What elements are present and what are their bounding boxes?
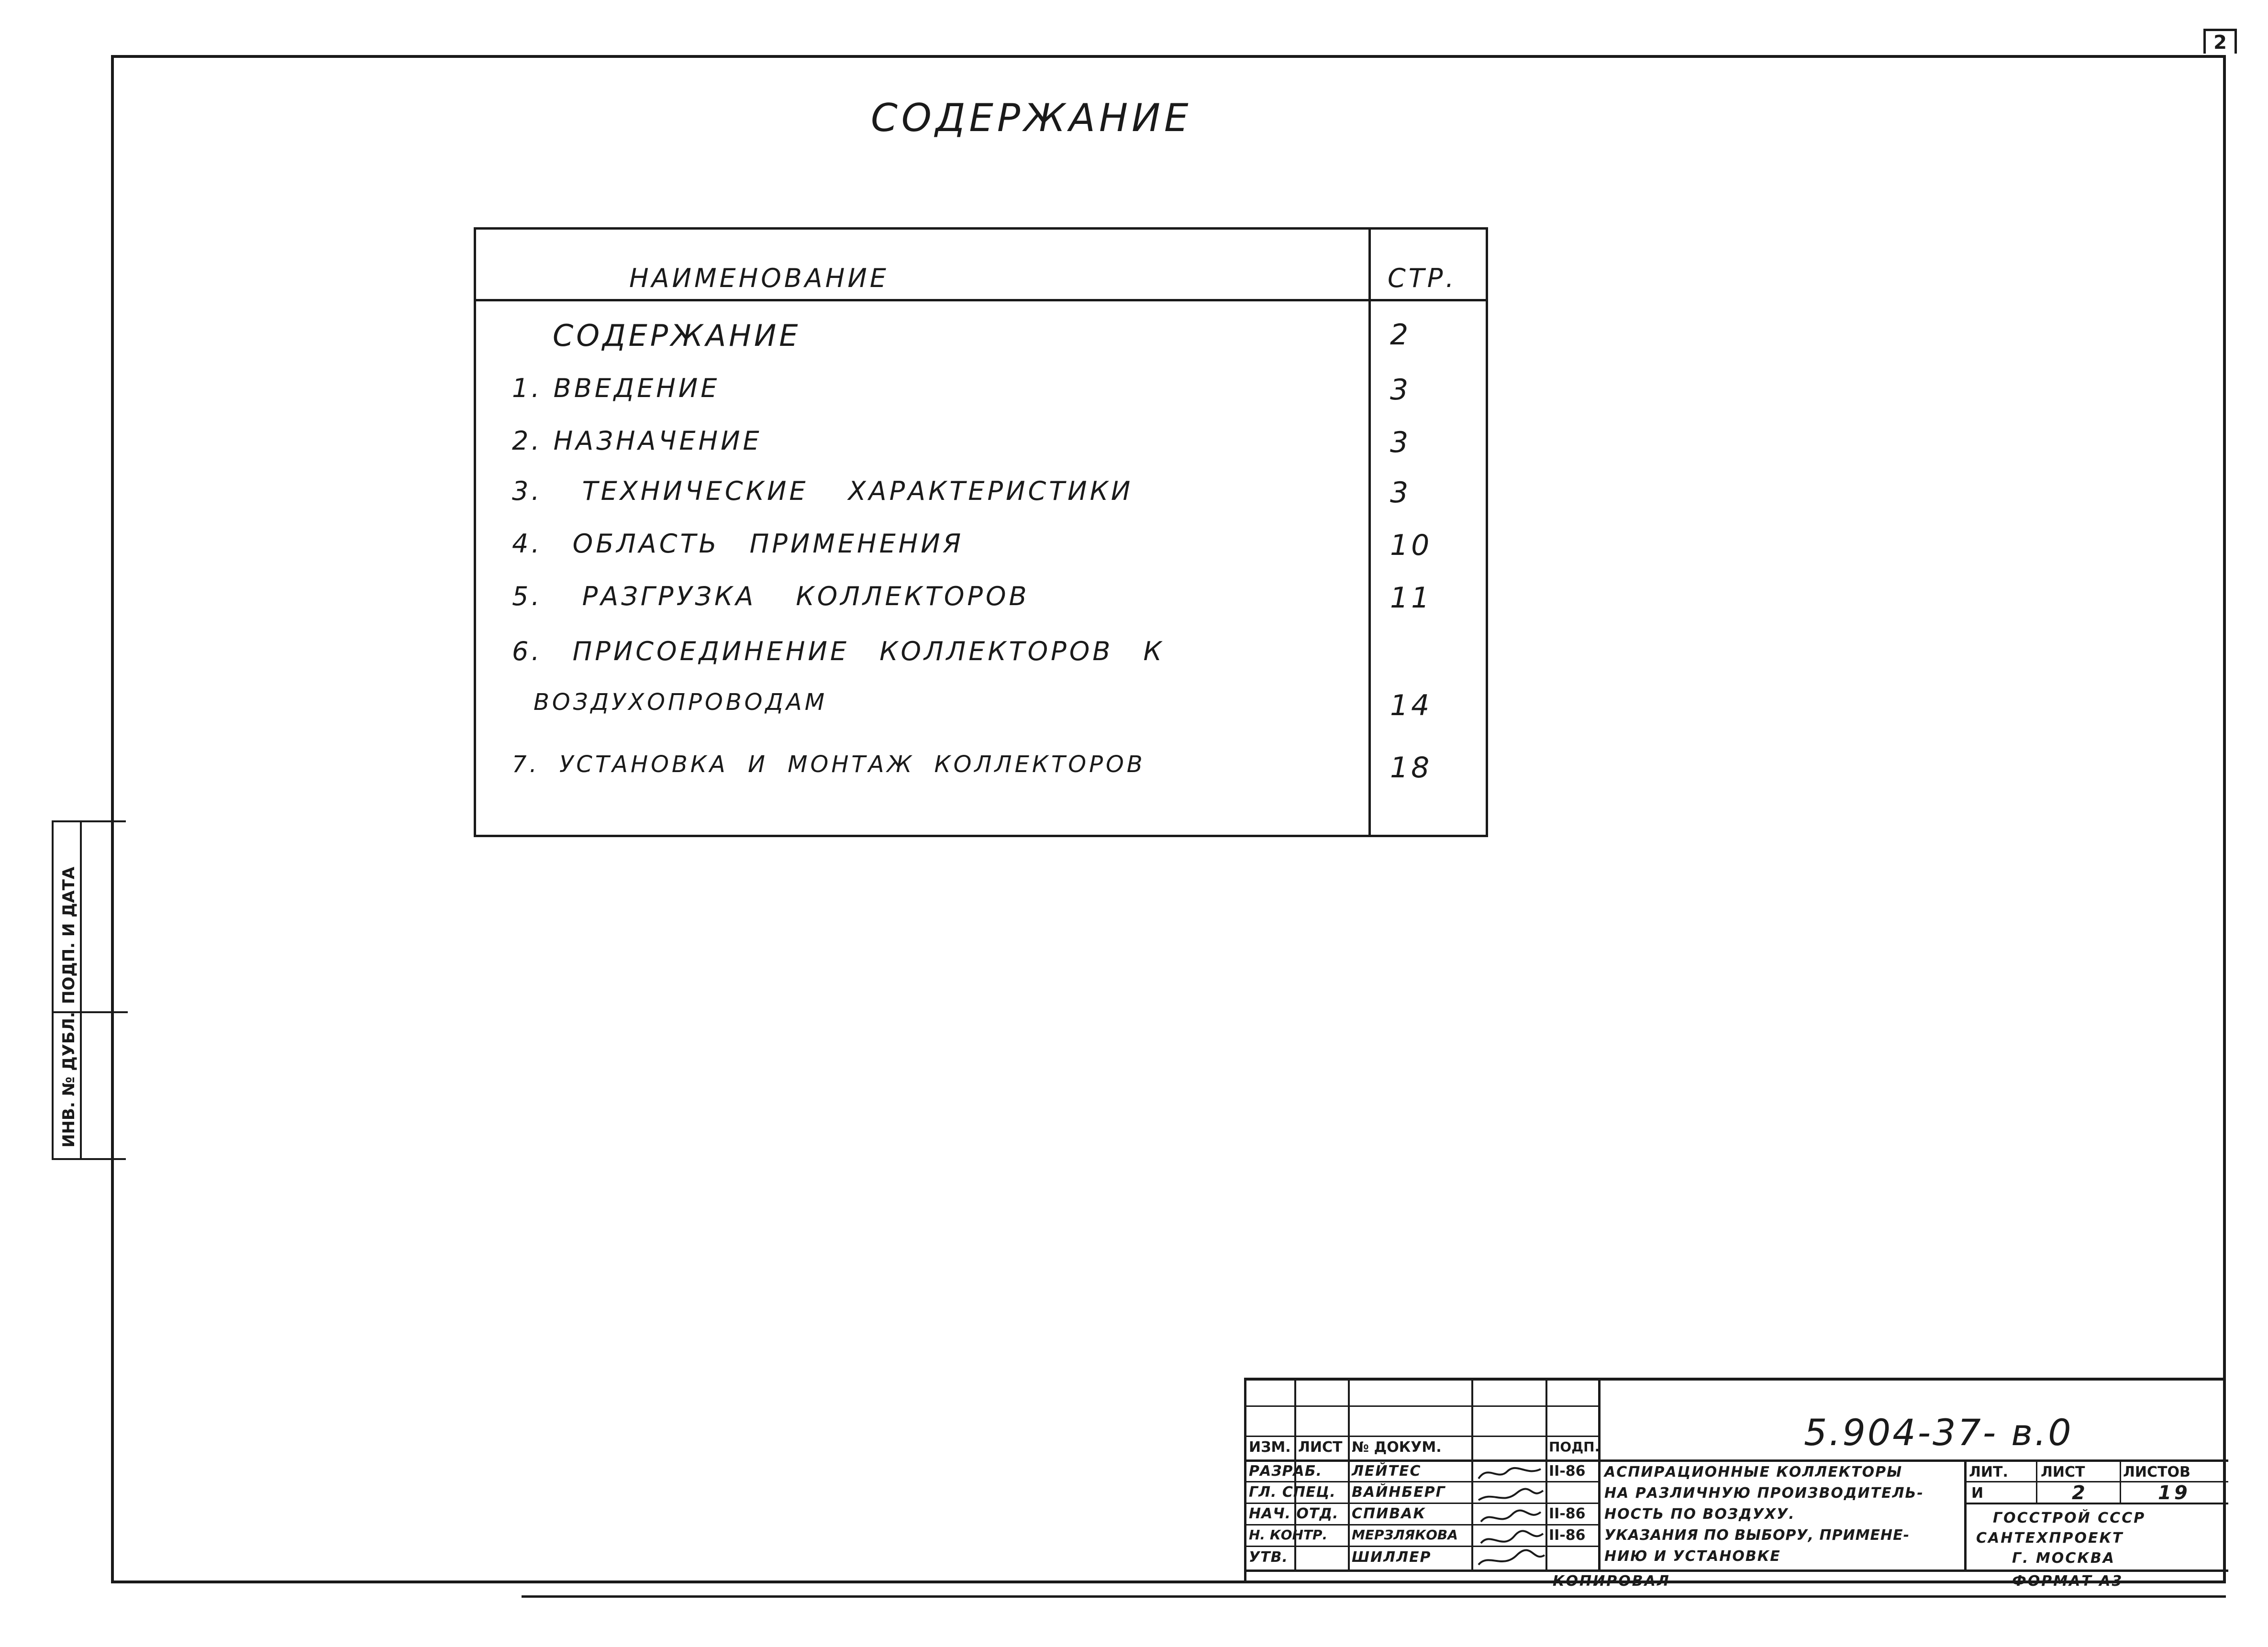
person-date: II-86 <box>1549 1463 1586 1480</box>
role-label: РАЗРАБ. <box>1249 1463 1322 1480</box>
toc-row <box>476 373 1486 416</box>
header-divider <box>476 299 1486 301</box>
toc-item-page: 11 <box>1390 581 1433 615</box>
toc-row <box>476 529 1486 572</box>
toc-item-name: 1. ВВЕДЕНИЕ <box>512 373 720 403</box>
toc-item-name: 4. ОБЛАСТЬ ПРИМЕНЕНИЯ <box>512 529 964 559</box>
toc-row <box>476 581 1486 624</box>
toc-item-name: 5. РАЗГРУЗКА КОЛЛЕКТОРОВ <box>512 581 1030 611</box>
person-name: ЛЕЙТЕС <box>1352 1463 1422 1480</box>
sheets-value: 19 <box>2158 1482 2190 1504</box>
toc-row <box>476 476 1486 519</box>
org-line: Г. МОСКВА <box>2012 1550 2115 1567</box>
toc-item-page: 3 <box>1390 476 1412 509</box>
org-line: САНТЕХПРОЕКТ <box>1976 1530 2124 1547</box>
person-date: II-86 <box>1549 1527 1586 1544</box>
description-line: НОСТЬ ПО ВОЗДУХУ. <box>1604 1506 1795 1523</box>
document-code: 5.904-37- в.0 <box>1804 1411 2073 1454</box>
role-label: ГЛ. СПЕЦ. <box>1249 1484 1336 1501</box>
toc-item-name: 2. НАЗНАЧЕНИЕ <box>512 426 762 456</box>
left-stamp <box>52 820 126 1160</box>
description-line: НИЮ И УСТАНОВКЕ <box>1604 1548 1781 1565</box>
role-label: УТВ. <box>1249 1549 1288 1566</box>
toc-item-name: ВОЗДУХОПРОВОДАМ <box>534 689 828 716</box>
toc-item-name: 7. УСТАНОВКА И МОНТАЖ КОЛЛЕКТОРОВ <box>512 751 1145 778</box>
toc-row <box>476 636 1486 679</box>
sheet-value: 2 <box>2072 1482 2088 1504</box>
col-sign: ПОДП. <box>1549 1439 1600 1455</box>
person-name: СПИВАК <box>1352 1505 1426 1522</box>
org-line: ГОССТРОЙ СССР <box>1993 1510 2146 1526</box>
toc-item-page: 14 <box>1390 689 1433 722</box>
title-block <box>1244 1378 2226 1590</box>
copied-label: КОПИРОВАЛ <box>1553 1573 1670 1590</box>
format-label: ФОРМАТ А3 <box>2012 1573 2123 1590</box>
description-line: УКАЗАНИЯ ПО ВЫБОРУ, ПРИМЕНЕ- <box>1604 1527 1910 1544</box>
sheet-label: ЛИСТ <box>2041 1464 2085 1481</box>
person-name: ВАЙНБЕРГ <box>1352 1484 1446 1501</box>
sheets-label: ЛИСТОВ <box>2123 1464 2190 1481</box>
lit-value: И <box>1971 1485 1984 1502</box>
toc-row <box>476 426 1486 469</box>
toc-item-page: 10 <box>1390 529 1433 562</box>
person-name: ШИЛЛЕР <box>1352 1549 1432 1566</box>
description-line: АСПИРАЦИОННЫЕ КОЛЛЕКТОРЫ <box>1604 1464 1903 1481</box>
toc-item-page: 2 <box>1390 318 1412 352</box>
lit-label: ЛИТ. <box>1969 1464 2008 1481</box>
col-izm: ИЗМ. <box>1249 1439 1291 1456</box>
signatures <box>1474 1462 1545 1570</box>
sign-date-label: ПОДП. И ДАТА <box>59 866 78 1004</box>
toc-item-page: 18 <box>1390 751 1433 785</box>
toc-item-name: СОДЕРЖАНИЕ <box>553 318 801 353</box>
inv-no-label: ИНВ. № ДУБЛ. <box>59 1012 78 1148</box>
toc-item-page: 3 <box>1390 426 1412 459</box>
toc-item-name: 3. ТЕХНИЧЕСКИЕ ХАРАКТЕРИСТИКИ <box>512 476 1134 506</box>
role-label: Н. КОНТР. <box>1249 1527 1328 1543</box>
person-name: МЕРЗЛЯКОВА <box>1352 1527 1458 1543</box>
col-list: ЛИСТ <box>1298 1439 1343 1456</box>
sheet-number: 2 <box>2203 29 2237 54</box>
page-title: СОДЕРЖАНИЕ <box>871 96 1192 140</box>
toc-row <box>476 751 1486 794</box>
description-line: НА РАЗЛИЧНУЮ ПРОИЗВОДИТЕЛЬ- <box>1604 1485 1924 1502</box>
contents-table <box>474 227 1488 837</box>
person-date: II-86 <box>1549 1505 1586 1522</box>
toc-item-name: 6. ПРИСОЕДИНЕНИЕ КОЛЛЕКТОРОВ К <box>512 636 1165 666</box>
toc-item-page: 3 <box>1390 373 1412 407</box>
toc-row <box>476 689 1486 732</box>
header-page: СТР. <box>1388 263 1457 293</box>
toc-row <box>476 318 1486 361</box>
role-label: НАЧ. ОТД. <box>1249 1505 1339 1522</box>
bottom-strip <box>522 1583 2226 1598</box>
col-doc-no: № ДОКУМ. <box>1352 1439 1442 1456</box>
header-name: НАИМЕНОВАНИЕ <box>629 263 889 293</box>
